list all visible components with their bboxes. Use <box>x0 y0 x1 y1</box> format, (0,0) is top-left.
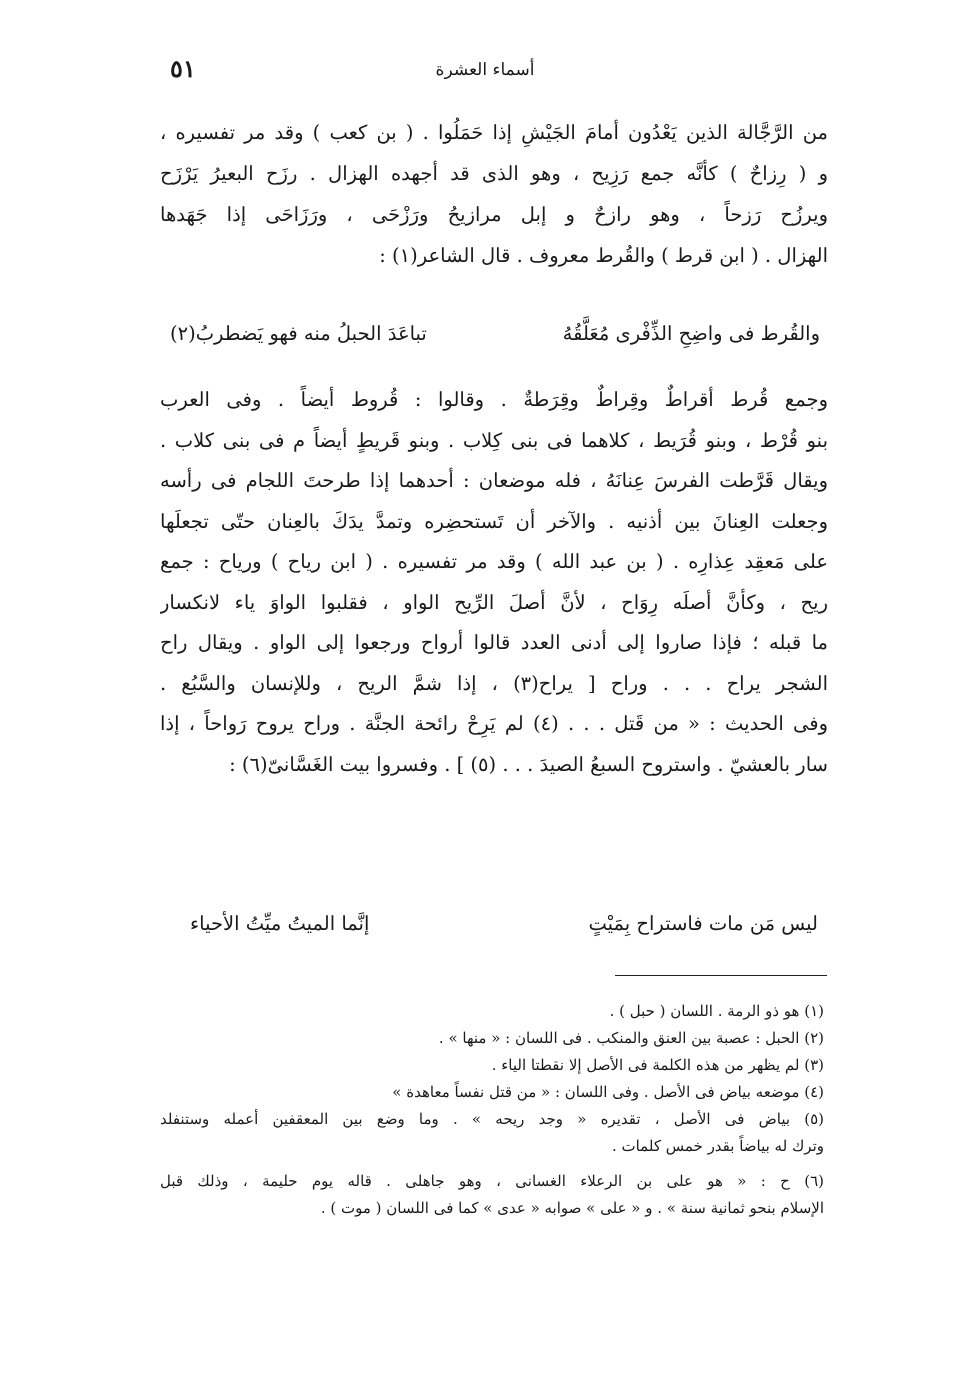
footnote-3: (٣) لم يظهر من هذه الكلمة فى الأصل إلا نقطتا الياء . <box>491 1056 824 1074</box>
body-paragraph-2 <box>160 380 828 785</box>
footnote-6-continued: الإسلام بنحو ثمانية سنة » . و « على » صوابه « عدى » كما فى اللسان ( موت ) . <box>320 1199 824 1217</box>
body-line: على مَعقِد عِذارِه . ( بن عبد الله ) وقد مر تفسيره . ( ابن رياح ) ورياح : جمع <box>160 550 828 573</box>
body-line: ويقال قَرَّطت الفرسَ عِنانَهُ ، فله موضعان : أحدهما إذا طرحتَ اللجام فى رأسه <box>160 469 828 492</box>
body-line: سار بالعشيّ . واستروح السبعُ الصيدَ . . . (٥) ] . وفسروا بيت الغَسَّانىّ(٦) : <box>229 752 828 776</box>
body-line: ريح ، وكأنَّ أصلَه رِوَاح ، لأنَّ أصلَ الرِّيح الواو ، فقلبوا الواوَ ياء لانكسار <box>160 590 828 614</box>
verse-first-hemistich: ليس مَن مات فاستراح بِمَيْتٍ <box>588 912 818 935</box>
body-line: بنو قُرْط ، وبنو قُرَيط ، كلاهما فى بنى كِلاب . وبنو قَريطٍ أيضاً م فى بنى كلاب . <box>160 428 828 452</box>
footnote-1: (١) هو ذو الرمة . اللسان ( حبل ) . <box>609 1002 824 1020</box>
footnote-4: (٤) موضعه بياض فى الأصل . وفى اللسان : « من قتل نفساً معاهدة » <box>392 1083 824 1101</box>
body-paragraph-1 <box>160 112 828 276</box>
verse-second-hemistich: إنَّما الميتُ ميِّتُ الأحياء <box>190 912 370 935</box>
footnotes <box>160 998 824 1222</box>
verse-first-hemistich: والقُرط فى واضِحِ الذِّفْرى مُعَلَّقُهُ <box>562 322 820 345</box>
body-line: وجعلت العِنانَ بين أذنيه . والآخر أن تَستحضِره وتمدَّ يدَكَ بالعِنان حتّى تجعلَها <box>160 509 828 533</box>
footnote-5-continued: وترك له بياضاً بقدر خمس كلمات . <box>611 1137 824 1155</box>
body-line: ما قبله ؛ فإذا صاروا إلى أدنى العدد قالوا أرواح ورجعوا إلى الواو . ويقال راح <box>160 631 828 654</box>
body-line: الشجر يراح . . . وراح [ يراح(٣) ، إذا شمَّ الريح ، وللإنسان والسَّبُع . <box>160 671 828 695</box>
footnote-separator <box>615 975 827 976</box>
body-line: من الرَّجَّالة الذين يَعْدُون أمامَ الجَيْشِ إذا حَمَلُوا . ( بن كعب ) وقد مر تفسيره ، <box>160 121 828 144</box>
page-number: ٥١ <box>170 54 196 83</box>
footnote-2: (٢) الحبل : عصبة بين العنق والمنكب . فى اللسان : « منها » . <box>438 1029 824 1047</box>
page-header <box>150 54 820 94</box>
verse-second-hemistich: تباعَدَ الحبلُ منه فهو يَضطربُ(٢) <box>170 322 427 345</box>
body-line: وفى الحديث : « من قَتل . . . (٤) لم يَرِحْ رائحة الجنَّة . وراح يروح رَواحاً ، إذا <box>160 712 828 735</box>
poetry-verse-1 <box>170 322 820 345</box>
body-line: الهزال . ( ابن قرط ) والقُرط معروف . قال الشاعر(١) : <box>379 244 828 267</box>
footnote-6: (٦) ح : « هو على بن الرعلاء الغسانى ، وهو جاهلى . قاله يوم حليمة ، وذلك قبل <box>160 1172 824 1190</box>
body-line: ويرزُح رَزحاً ، وهو رازحٌ و إبل مرازيحُ ورَزْحَى ، ورَزَاحَى إذا جَهَدها <box>160 203 828 226</box>
body-line: وجمع قُرط أقراطٌ وقِراطٌ وقِرَطةٌ . وقالوا : قُروط أيضاً . وفى العرب <box>160 388 828 411</box>
poetry-verse-2 <box>190 912 818 935</box>
running-title: أسماء العشرة <box>435 60 535 80</box>
body-line: و ( رِزاحٌ ) كأنَّه جمع رَزِيح ، وهو الذى قد أجهده الهزال . رزَح البعيرُ يَرْزَح <box>160 162 828 185</box>
footnote-5: (٥) بياض فى الأصل ، تقديره « وجد ريحه » . وما وضع بين المعقفين أعمله وستنفلد <box>160 1110 824 1128</box>
